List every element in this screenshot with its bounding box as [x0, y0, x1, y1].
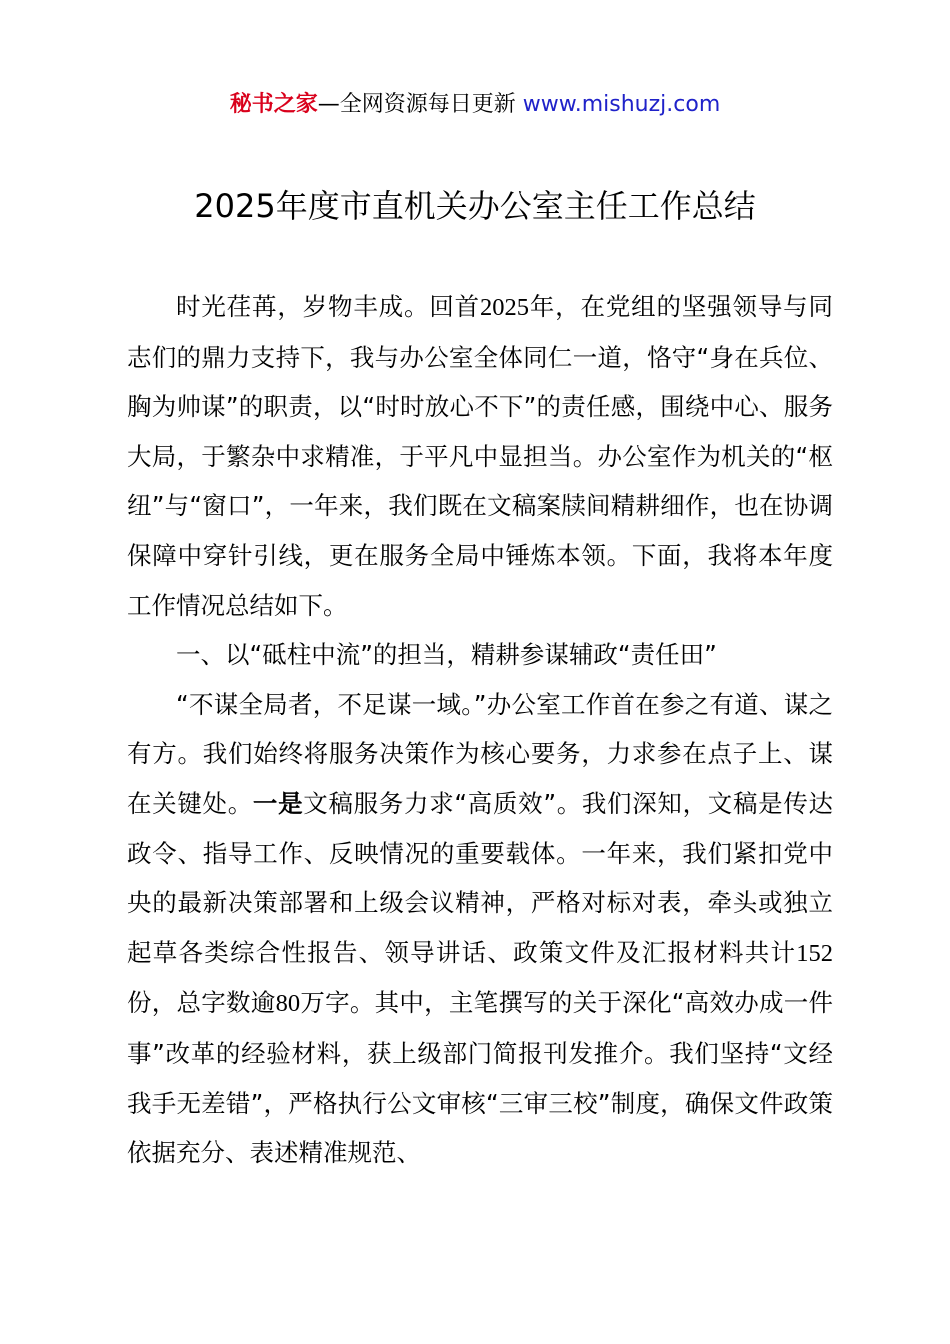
- word-count: 80: [275, 990, 301, 1018]
- document-body: [127, 282, 833, 1178]
- document-count: 152: [796, 939, 833, 967]
- section-text-2: 文稿服务力求“高质效”。我们深知，文稿是传达政令、指导工作、反映情况的重要载体。一年来，我们紧扣党中央的最新决策部署和上级会议精神，严格对标对表，牵头或独立起草各类综合性报告、领导讲话、政策文件及汇报材料共计: [127, 788, 834, 967]
- intro-text-2: 年，在党组的坚强领导与同志们的鼎力支持下，我与办公室全体同仁一道，恪守“身在兵位、胸为帅谋”的职责，以“时时放心不下”的责任感，围绕中心、服务大局，于繁杂中求精准，于平凡中显担当。办公室作为机关的“枢纽”与“窗口”，一年来，我们既在文稿案牍间精耕细作，也在协调保障中穿针引线，更在服务全局中锤炼本领。下面，我将本年度工作情况总结如下。: [127, 292, 833, 620]
- section-heading: 一、以“砥柱中流”的担当，精耕参谋辅政“责任田”: [176, 640, 717, 670]
- section-paragraph: [127, 680, 833, 1178]
- site-url-link[interactable]: www.mishuzj.com: [522, 92, 721, 117]
- section-text-1: “不谋全局者，不足谋一域。”办公室工作首在参之有道、谋之有方。我们始终将服务决策作为核心要务，力求参在点子上、谋在关键处。: [127, 689, 833, 818]
- section-text-4: 万字。其中，主笔撰写的关于深化“高效办成一件事”改革的经验材料，获上级部门简报刊发推介。我们坚持“文经我手无差错”，严格执行公文审核“三审三校”制度，确保文件政策依据充分、表述精准规范、: [127, 988, 834, 1168]
- watermark-header: [0, 90, 950, 120]
- header-tagline: —全网资源每日更新: [317, 92, 523, 117]
- brand-name: 秘书之家: [229, 92, 318, 117]
- section-bold-marker: 一是: [252, 788, 304, 818]
- document-title: 2025年度市直机关办公室主任工作总结: [194, 187, 756, 225]
- section-text-3: 份，总字数逾: [127, 988, 276, 1018]
- intro-year: 2025: [480, 294, 529, 321]
- intro-paragraph: [127, 282, 833, 630]
- intro-text-1: 时光荏苒，岁物丰成。回首: [176, 292, 480, 321]
